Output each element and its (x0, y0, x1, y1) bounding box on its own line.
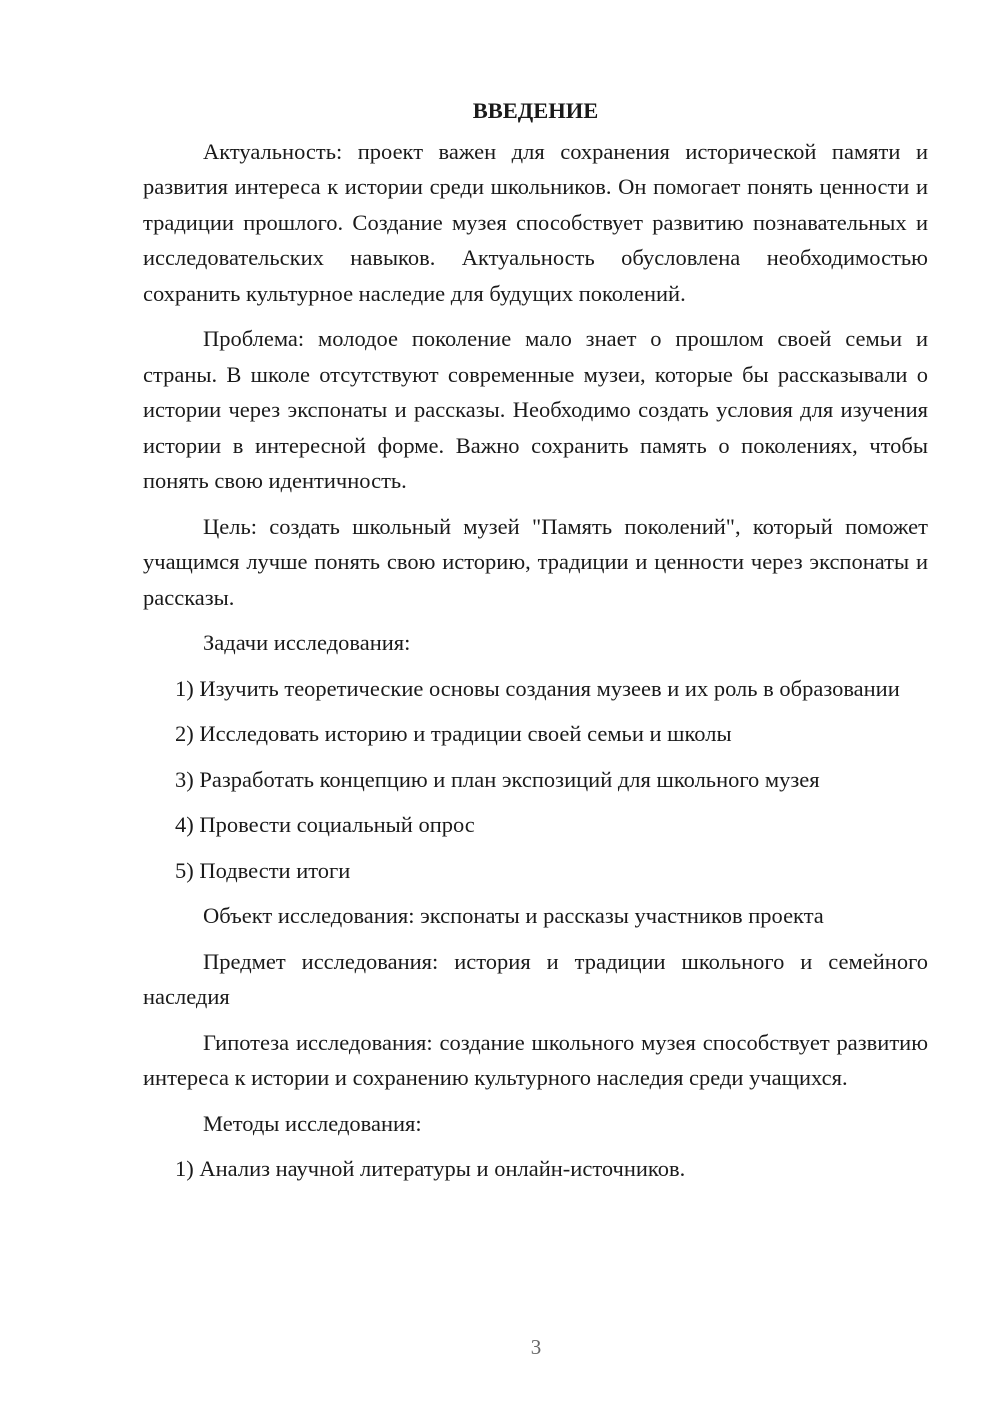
task-item: 4) Провести социальный опрос (175, 812, 475, 837)
methods-heading: Методы исследования: (203, 1110, 422, 1136)
problem-paragraph: Проблема: молодое поколение мало знает о прошлом своей семьи и страны. В школе отсутствуют современные музеи, которые бы рассказывали о истории через экспонаты и рассказы. Необходимо создать условия для изучения истории в интересной форме. Важно сохранить память о поколениях, чтобы понять свою идентичность. (143, 326, 928, 493)
page-number: 3 (530, 1335, 542, 1359)
goal-paragraph: Цель: создать школьный музей "Память поколений", который поможет учащимся лучше понять свою историю, традиции и ценности через экспонаты и рассказы. (143, 513, 928, 610)
page-content (143, 93, 928, 1197)
section-title: ВВЕДЕНИЕ (472, 98, 599, 123)
object-paragraph: Объект исследования: экспонаты и рассказы участников проекта (203, 903, 824, 928)
hypothesis-paragraph: Гипотеза исследования: создание школьного музея способствует развитию интереса к истории и сохранению культурного наследия среди учащихся. (143, 1029, 928, 1090)
task-item: 2) Исследовать историю и традиции своей семьи и школы (175, 721, 732, 746)
subject-paragraph: Предмет исследования: история и традиции школьного и семейного наследия (143, 948, 928, 1009)
relevance-paragraph: Актуальность: проект важен для сохранения исторической памяти и развития интереса к истории среди школьников. Он помогает понять ценности и традиции прошлого. Создание музея способствует развитию познавательных и исследовательских навыков. Актуальность обусловлена необходимостью сохранить культурное наследие для будущих поколений. (143, 138, 928, 306)
task-item: 3) Разработать концепцию и план экспозиций для школьного музея (175, 766, 820, 792)
task-item: 1) Изучить теоретические основы создания музеев и их роль в образовании (175, 675, 900, 701)
tasks-heading: Задачи исследования: (203, 630, 411, 655)
task-item: 5) Подвести итоги (175, 857, 351, 883)
method-item: 1) Анализ научной литературы и онлайн-источников. (175, 1156, 686, 1181)
